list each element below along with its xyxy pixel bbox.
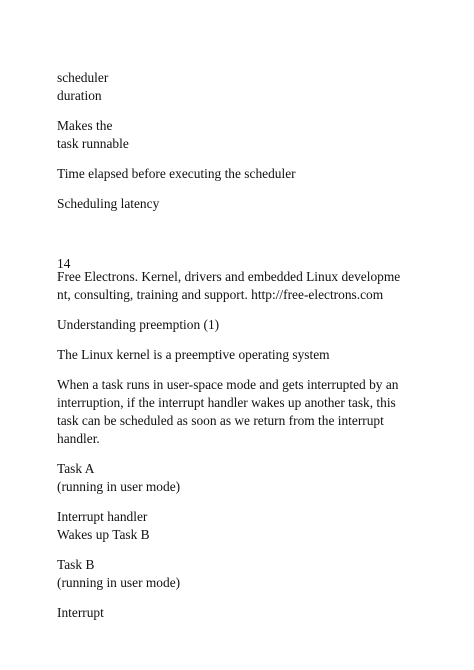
text-line-task-b-mode: (running in user mode) [57, 575, 181, 590]
paragraph-line-4: handler. [57, 431, 100, 446]
text-line-duration: duration [57, 88, 102, 103]
text-line-task-a-mode: (running in user mode) [57, 479, 181, 494]
footer-line-2: nt, consulting, training and support. http://free-electrons.com [57, 287, 384, 302]
page-number: 14 [57, 256, 71, 271]
text-line-task-runnable: task runnable [57, 136, 129, 151]
paragraph-line-3: task can be scheduled as soon as we return from the interrupt [57, 413, 384, 428]
section-heading: Understanding preemption (1) [57, 317, 220, 332]
paragraph-line-2: interruption, if the interrupt handler wakes up another task, this [57, 395, 396, 410]
text-line-makes-the: Makes the [57, 118, 113, 133]
text-line-wakes-up-task-b: Wakes up Task B [57, 527, 150, 542]
text-line-task-b: Task B [57, 557, 95, 572]
text-line-interrupt-handler: Interrupt handler [57, 509, 148, 524]
text-line-scheduling-latency: Scheduling latency [57, 196, 160, 211]
footer-line-1: Free Electrons. Kernel, drivers and embedded Linux developme [57, 269, 401, 284]
text-line-preemptive-os: The Linux kernel is a preemptive operating system [57, 347, 330, 362]
text-line-time-elapsed: Time elapsed before executing the scheduler [57, 166, 296, 181]
text-line-interrupt: Interrupt [57, 605, 104, 620]
text-line-task-a: Task A [57, 461, 95, 476]
paragraph-line-1: When a task runs in user-space mode and gets interrupted by an [57, 377, 399, 392]
text-line-scheduler: scheduler [57, 70, 109, 85]
